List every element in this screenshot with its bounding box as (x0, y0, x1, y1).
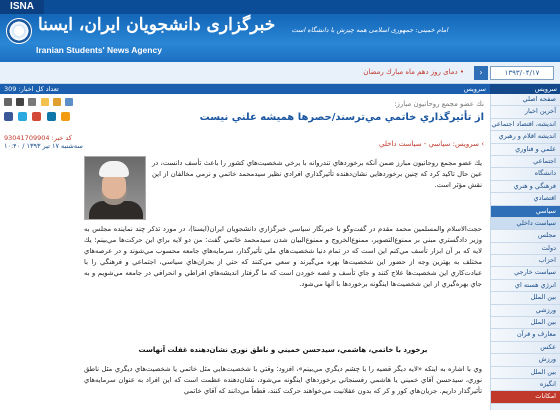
sidebar-item[interactable]: انگيزه (491, 379, 560, 391)
sidebar-item[interactable]: ورزشي (491, 305, 560, 317)
bookmark-icon[interactable] (53, 98, 61, 106)
site-name-fa[interactable]: خبرگزاری دانشجویان ایران، ایسنا (38, 15, 276, 35)
sidebar-item[interactable]: بين الملل (491, 317, 560, 329)
sidebar-item[interactable]: سياست داخلي (491, 218, 560, 230)
site-header (0, 0, 560, 62)
sidebar-item[interactable]: اجتماعي (491, 156, 560, 168)
photo-turban (99, 161, 129, 177)
share-row (4, 112, 76, 122)
sidebar-item[interactable]: امكانات (491, 391, 560, 403)
sidebar-nav (490, 94, 560, 410)
news-date: سه‌شنبه ۱۷ تير ۱۳۹۳ / ۱۰:۴۰ (4, 142, 83, 150)
sidebar-item[interactable]: آخرين اخبار (491, 106, 560, 118)
date-field[interactable]: ۱۳۹۳/۰۴/۱۷ (490, 66, 554, 80)
news-ticker[interactable]: • دماى روز دهم ماه مبارك رمضان (363, 68, 464, 76)
article-panel (0, 94, 490, 410)
sidebar-item[interactable]: عكس (491, 342, 560, 354)
sidebar-item[interactable]: معارف و قرآن (491, 329, 560, 341)
breadcrumb[interactable]: › سرويس: سياسي - سياست داخلي (379, 140, 484, 148)
sidebar-item[interactable]: اقتصادي (491, 193, 560, 205)
print-icon[interactable] (28, 98, 36, 106)
article-subhead: برخورد با خاتمي، هاشمي، سيدحسن خميني و ناطق نوري نشان‌دهنده غفلت آنهاست (138, 346, 428, 354)
sidebar-item[interactable]: بين الملل (491, 367, 560, 379)
font-increase-icon[interactable] (16, 98, 24, 106)
info-bar (0, 84, 490, 94)
sidebar-item[interactable]: ورزش (491, 354, 560, 366)
font-decrease-icon[interactable] (4, 98, 12, 106)
sidebar-heading: سرويس (490, 84, 560, 94)
sidebar-item[interactable]: انرژي هسته اي (491, 280, 560, 292)
sidebar-item[interactable]: دانشگاه (491, 168, 560, 180)
header-top-strip (0, 0, 560, 14)
linkedin-icon[interactable] (47, 112, 56, 121)
article-lead: يك عضو مجمع روحانيون مبارز ضمن آنكه برخوردهاي تندروانه با برخي شخصيت‌هاي كشور را باعث تأسف دانست، در عين حال تاكيد كرد كه چنين برخوردهايي نشان‌دهنده تأثيرگذاري افرادي نظير سيدمحمد خاتمي و نرمي مخالفان از اين نقش مؤثر است. (152, 159, 482, 189)
twitter-icon[interactable] (18, 112, 27, 121)
date-go-button[interactable]: › (474, 66, 488, 80)
news-code: كد خبر: 93041709904 (4, 134, 72, 142)
isna-badge[interactable]: ISNA (0, 0, 44, 14)
sidebar-item[interactable]: دولت (491, 243, 560, 255)
date-bar (0, 62, 560, 84)
article-kicker: نك عضو مجمع روحانيون مبارز: (394, 100, 484, 108)
sidebar-item[interactable]: سياسي (491, 206, 560, 218)
email-icon[interactable] (41, 98, 49, 106)
sidebar-item[interactable]: سياست خارجي (491, 267, 560, 279)
save-icon[interactable] (65, 98, 73, 106)
sidebar-item[interactable]: مجلس (491, 230, 560, 242)
sidebar-item[interactable]: انديشه اقلام و رهبري (491, 131, 560, 143)
article-paragraph-4: وي با اشاره به اينكه «لايه ديگر قضيه را با چشم ديگري مي‌بينم»، افزود: وقتي با شخصيت‌هايي مثل خاتمي يا شخصيت‌هاي ديگري مثل ناطق نوري، سيدحسن آقاي خميني يا هاشمي رفسنجاني برخوردهاي اينگونه مي‌شود، نشان‌دهنده عظمت است كه اين افراد به عنوان سرمايه‌هاي تأثيرگذار داريم. جريان‌هاي كور و كر كه بدون عقلانيت مي‌خواهند حركت كنند، قطعاً مي‌دانند كه آقاي خاتمي (84, 365, 482, 395)
article-headline: از تأثيرگذاري خاتمي مي‌ترسند/حصرها هميشه علني نيست (199, 112, 484, 123)
total-news-count: تعداد كل اخبار: 309 (4, 85, 59, 93)
article-toolbar (4, 98, 76, 112)
header-quote: امام خمینی: جمهوری اسلامی همه چیزش با دانشگاه است (291, 26, 448, 34)
googleplus-icon[interactable] (32, 112, 41, 121)
service-title: سرويس (463, 85, 486, 93)
sidebar-item[interactable]: فرهنگي و هنري (491, 181, 560, 193)
sidebar-item[interactable]: علمي و فناوري (491, 144, 560, 156)
sidebar-item[interactable]: احزاب (491, 255, 560, 267)
sidebar-item[interactable]: انديشه، اقتصاد اجتماعي (491, 119, 560, 131)
article-photo (84, 156, 146, 220)
site-name-en[interactable]: Iranian Students' News Agency (36, 45, 162, 55)
article-paragraph-2: حجت‌الاسلام والمسلمين محمد مقدم در گفت‌وگو با خبرنگار سياسي خبرگزاري دانشجويان ايران(ايسنا)، در مورد تذكر چند نماينده مجلس به وزير دادگستري مبني بر ممنوع‌التصوير، ممنوع‌الخروج و ممنوع‌البيان شدن سيدمحمد خاتمي گفت: من دو لايه براي اين حركت‌ها مي‌بينم؛ يك لايه كه بر آن ابزار تأسف مي‌كنم اين است كه در تمام دنيا شخصيت‌هاي ملي تأثيرگذار، سرمايه‌هاي جامعه محسوب مي‌شوند و در عرصه‌هاي مختلف به بهترين وجه از حضور اين شخصيت‌ها بهره مي‌گيرند و سعي مي‌كنند كه حتي از بحران‌هاي سياسي، اجتماعي و فرهنگي را با عبادت‌كاري اين شخصيت‌ها علاج كنند و جاي تأسف و غصه خوردن است كه ما گرفتار انديشه‌هاي افراطي و انحرافي در جامعه مي‌شويم و به جاي بهره‌گيري از اين شخصيت‌ها اينگونه برخوردها با آنها مي‌شود. (84, 225, 482, 288)
facebook-icon[interactable] (4, 112, 13, 121)
sidebar-item[interactable]: صفحه اصلي (491, 94, 560, 106)
rss-icon[interactable] (61, 112, 70, 121)
sidebar-item[interactable]: بين الملل (491, 292, 560, 304)
isna-logo-icon[interactable] (6, 18, 32, 44)
